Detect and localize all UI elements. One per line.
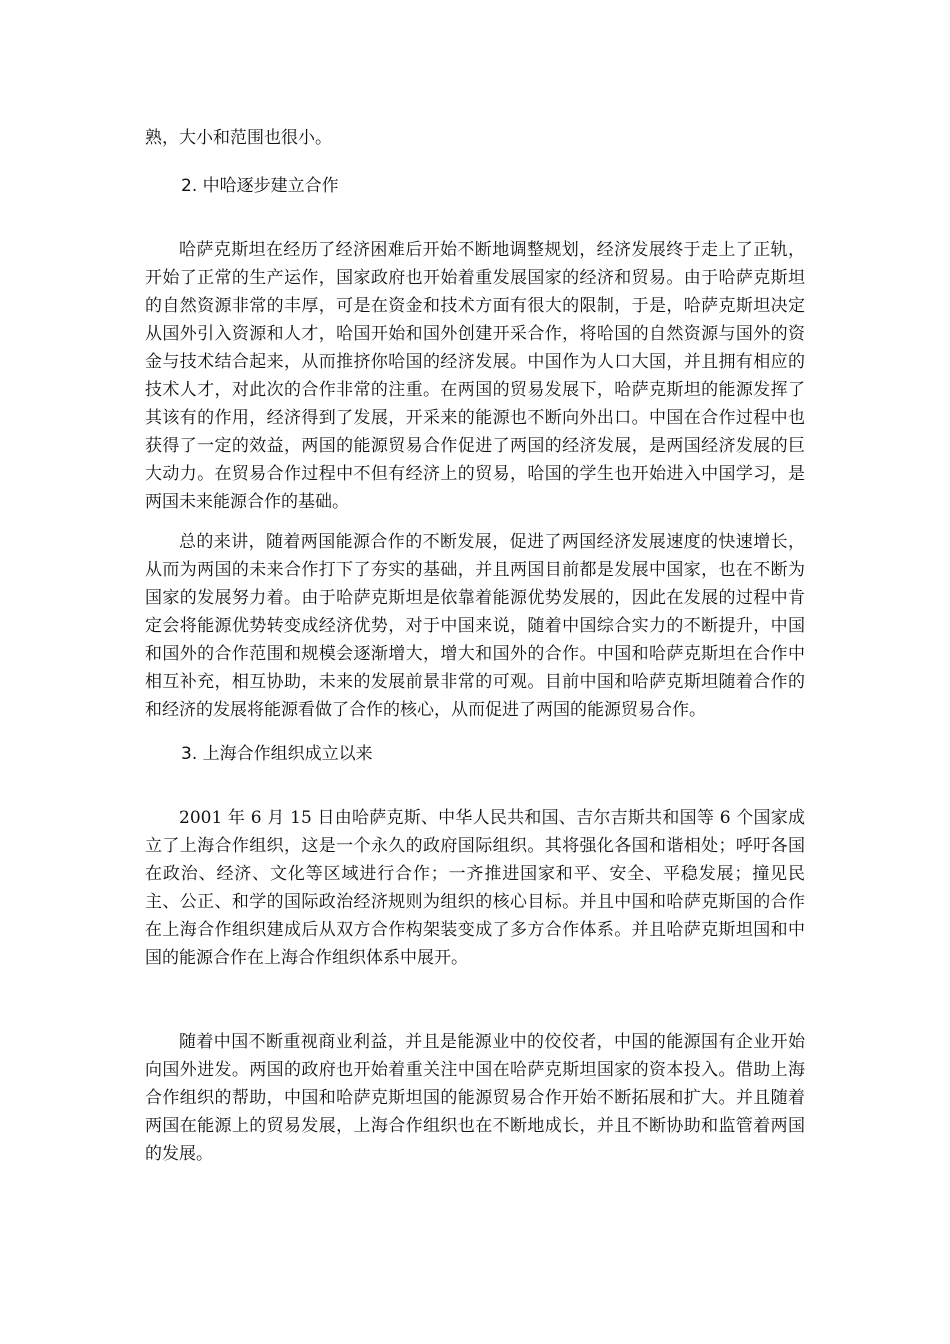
section-3-paragraph-1: 2001 年 6 月 15 日由哈萨克斯、中华人民共和国、吉尔吉斯共和国等 6 个国家成立了上海合作组织，这是一个永久的政府国际组织。其将强化各国和谐相处；呼吁各国在政治、经济、文化等区域进行合作；一齐推进国家和平、安全、平稳发展；撞见民主、公正、和学的国际政治经济规则为组织的核心目标。并且中国和哈萨克斯国的合作在上海合作组织建成后从双方合作构架装变成了多方合作体系。并且哈萨克斯坦国和中国的能源合作在上海合作组织体系中展开。 xyxy=(145,808,805,968)
section-3-heading: 3. 上海合作组织成立以来 xyxy=(181,744,373,764)
section-2-heading: 2. 中哈逐步建立合作 xyxy=(181,176,339,196)
spacer xyxy=(145,516,805,528)
spacer xyxy=(145,200,805,236)
spacer xyxy=(145,768,805,804)
continuation-text: 熟，大小和范围也很小。 xyxy=(145,128,332,148)
spacer xyxy=(145,152,805,172)
document-body xyxy=(145,124,805,1168)
section-2-paragraph-1: 哈萨克斯坦在经历了经济困难后开始不断地调整规划，经济发展终于走上了正轨，开始了正常的生产运作，国家政府也开始着重发展国家的经济和贸易。由于哈萨克斯坦的自然资源非常的丰厚，可是在资金和技术方面有很大的限制，于是，哈萨克斯坦决定从国外引入资源和人才，哈国开始和国外创建开采合作，将哈国的自然资源与国外的资金与技术结合起来，从而推挤你哈国的经济发展。中国作为人口大国，并且拥有相应的技术人才，对此次的合作非常的注重。在两国的贸易发展下，哈萨克斯坦的能源发挥了其该有的作用，经济得到了发展，开采来的能源也不断向外出口。中国在合作过程中也获得了一定的效益，两国的能源贸易合作促进了两国的经济发展，是两国经济发展的巨大动力。在贸易合作过程中不但有经济上的贸易，哈国的学生也开始进入中国学习，是两国未来能源合作的基础。 xyxy=(145,240,805,512)
section-3-paragraph-2: 随着中国不断重视商业利益，并且是能源业中的佼佼者，中国的能源国有企业开始向国外进发。两国的政府也开始着重关注中国在哈萨克斯坦国家的资本投入。借助上海合作组织的帮助，中国和哈萨克斯坦国的能源贸易合作开始不断拓展和扩大。并且随着两国在能源上的贸易发展，上海合作组织也在不断地成长，并且不断协助和监管着两国的发展。 xyxy=(145,1032,805,1164)
spacer xyxy=(145,724,805,740)
section-2-paragraph-2: 总的来讲，随着两国能源合作的不断发展，促进了两国经济发展速度的快速增长，从而为两国的未来合作打下了夯实的基础，并且两国目前都是发展中国家，也在不断为国家的发展努力着。由于哈萨克斯坦是依靠着能源优势发展的，因此在发展的过程中肯定会将能源优势转变成经济优势，对于中国来说，随着中国综合实力的不断提升，中国和国外的合作范围和规模会逐渐增大，增大和国外的合作。中国和哈萨克斯坦在合作中相互补充，相互协助，未来的发展前景非常的可观。目前中国和哈萨克斯坦随着合作的和经济的发展将能源看做了合作的核心，从而促进了两国的能源贸易合作。 xyxy=(145,532,805,720)
spacer xyxy=(145,972,805,1028)
